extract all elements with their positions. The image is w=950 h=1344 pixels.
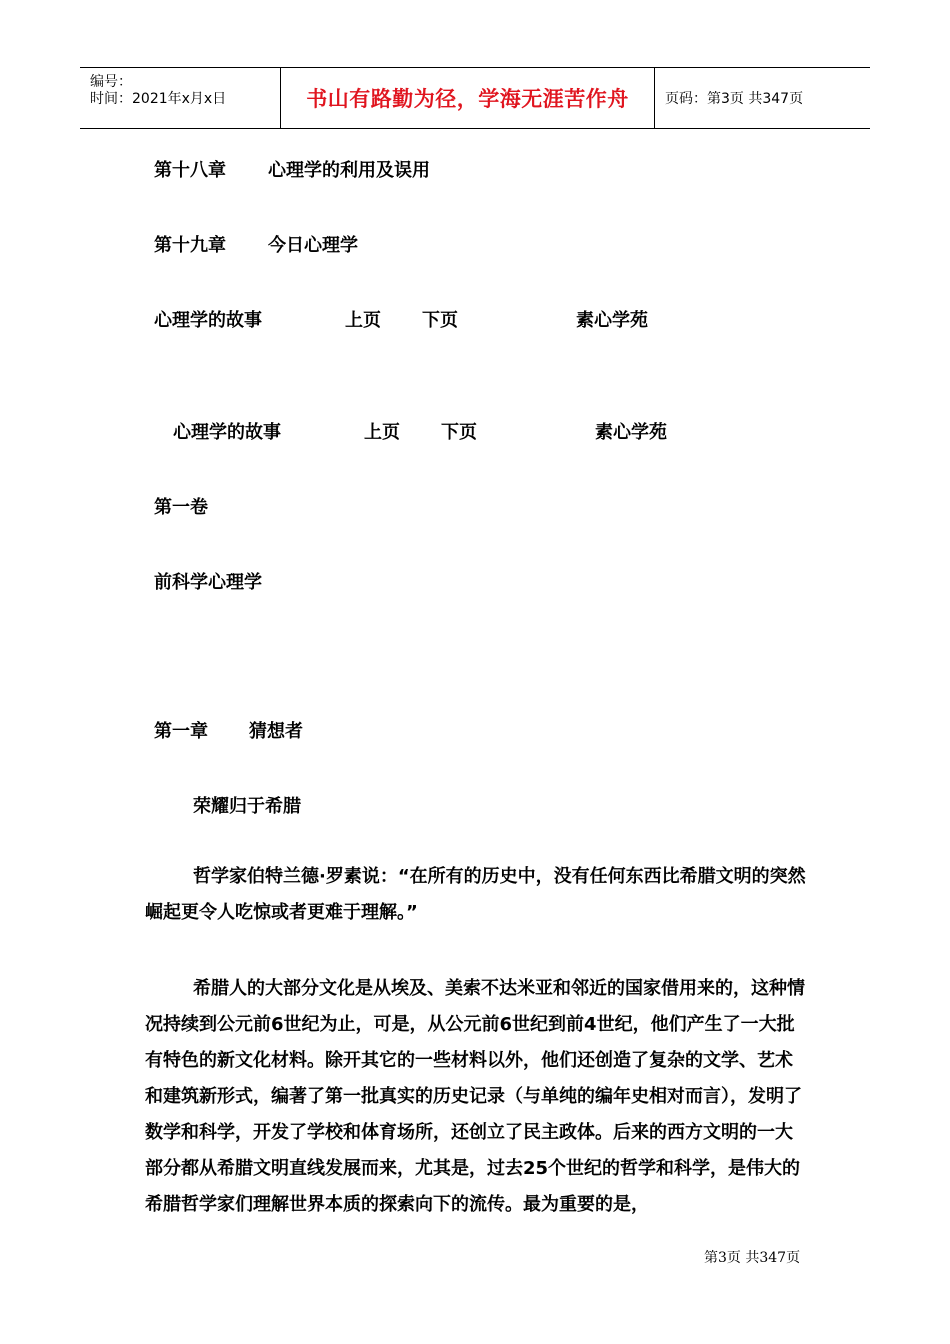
volume-heading: 第一卷 [154,497,208,518]
serial-label: 编号： [90,74,132,90]
nav-book-title: 心理学的故事 [173,422,281,443]
header-meta-cell [80,68,281,128]
time-label: 时间：2021年x月x日 [90,91,227,107]
chapter-19-title: 今日心理学 [268,235,358,256]
header-page-cell [655,68,870,128]
chapter-1-number: 第一章 [154,721,208,742]
paragraph-1: 哲学家伯特兰德·罗素说：“在所有的历史中，没有任何东西比希腊文明的突然崛起更令人吃惊或者更难于理解。” [145,866,806,923]
nav-next-link[interactable]: 下页 [441,422,477,443]
chapter-19-number: 第十九章 [154,235,226,256]
footer-page-number: 第3页 共347页 [704,1250,801,1266]
nav-site-link[interactable]: 素心学苑 [595,422,667,443]
nav-site-link[interactable]: 素心学苑 [576,310,648,331]
nav-next-link[interactable]: 下页 [422,310,458,331]
header-motto: 书山有路勤为径，学海无涯苦作舟 [306,87,629,111]
header-page-number: 页码：第3页 共347页 [665,91,804,107]
volume-title: 前科学心理学 [154,572,262,593]
chapter-1-title: 猜想者 [249,721,303,742]
section-title: 荣耀归于希腊 [193,796,301,817]
chapter-18-number: 第十八章 [154,160,226,181]
nav-prev-link[interactable]: 上页 [364,422,400,443]
header-motto-cell [281,68,655,128]
nav-book-title: 心理学的故事 [154,310,262,331]
nav-prev-link[interactable]: 上页 [345,310,381,331]
chapter-18-title: 心理学的利用及误用 [268,160,430,181]
paragraph-2: 希腊人的大部分文化是从埃及、美索不达米亚和邻近的国家借用来的，这种情况持续到公元前6世纪为止，可是，从公元前6世纪到前4世纪，他们产生了一大批有特色的新文化材料。除开其它的一些材料以外，他们还创造了复杂的文学、艺术和建筑新形式，编著了第一批真实的历史记录（与单纯的编年史相对而言），发明了数学和科学，开发了学校和体育场所，还创立了民主政体。后来的西方文明的一大部分都从希腊文明直线发展而来，尤其是，过去25个世纪的哲学和科学，是伟大的希腊哲学家们理解世界本质的探索向下的流传。最为重要的是， [145,978,805,1215]
page-header [80,67,870,129]
